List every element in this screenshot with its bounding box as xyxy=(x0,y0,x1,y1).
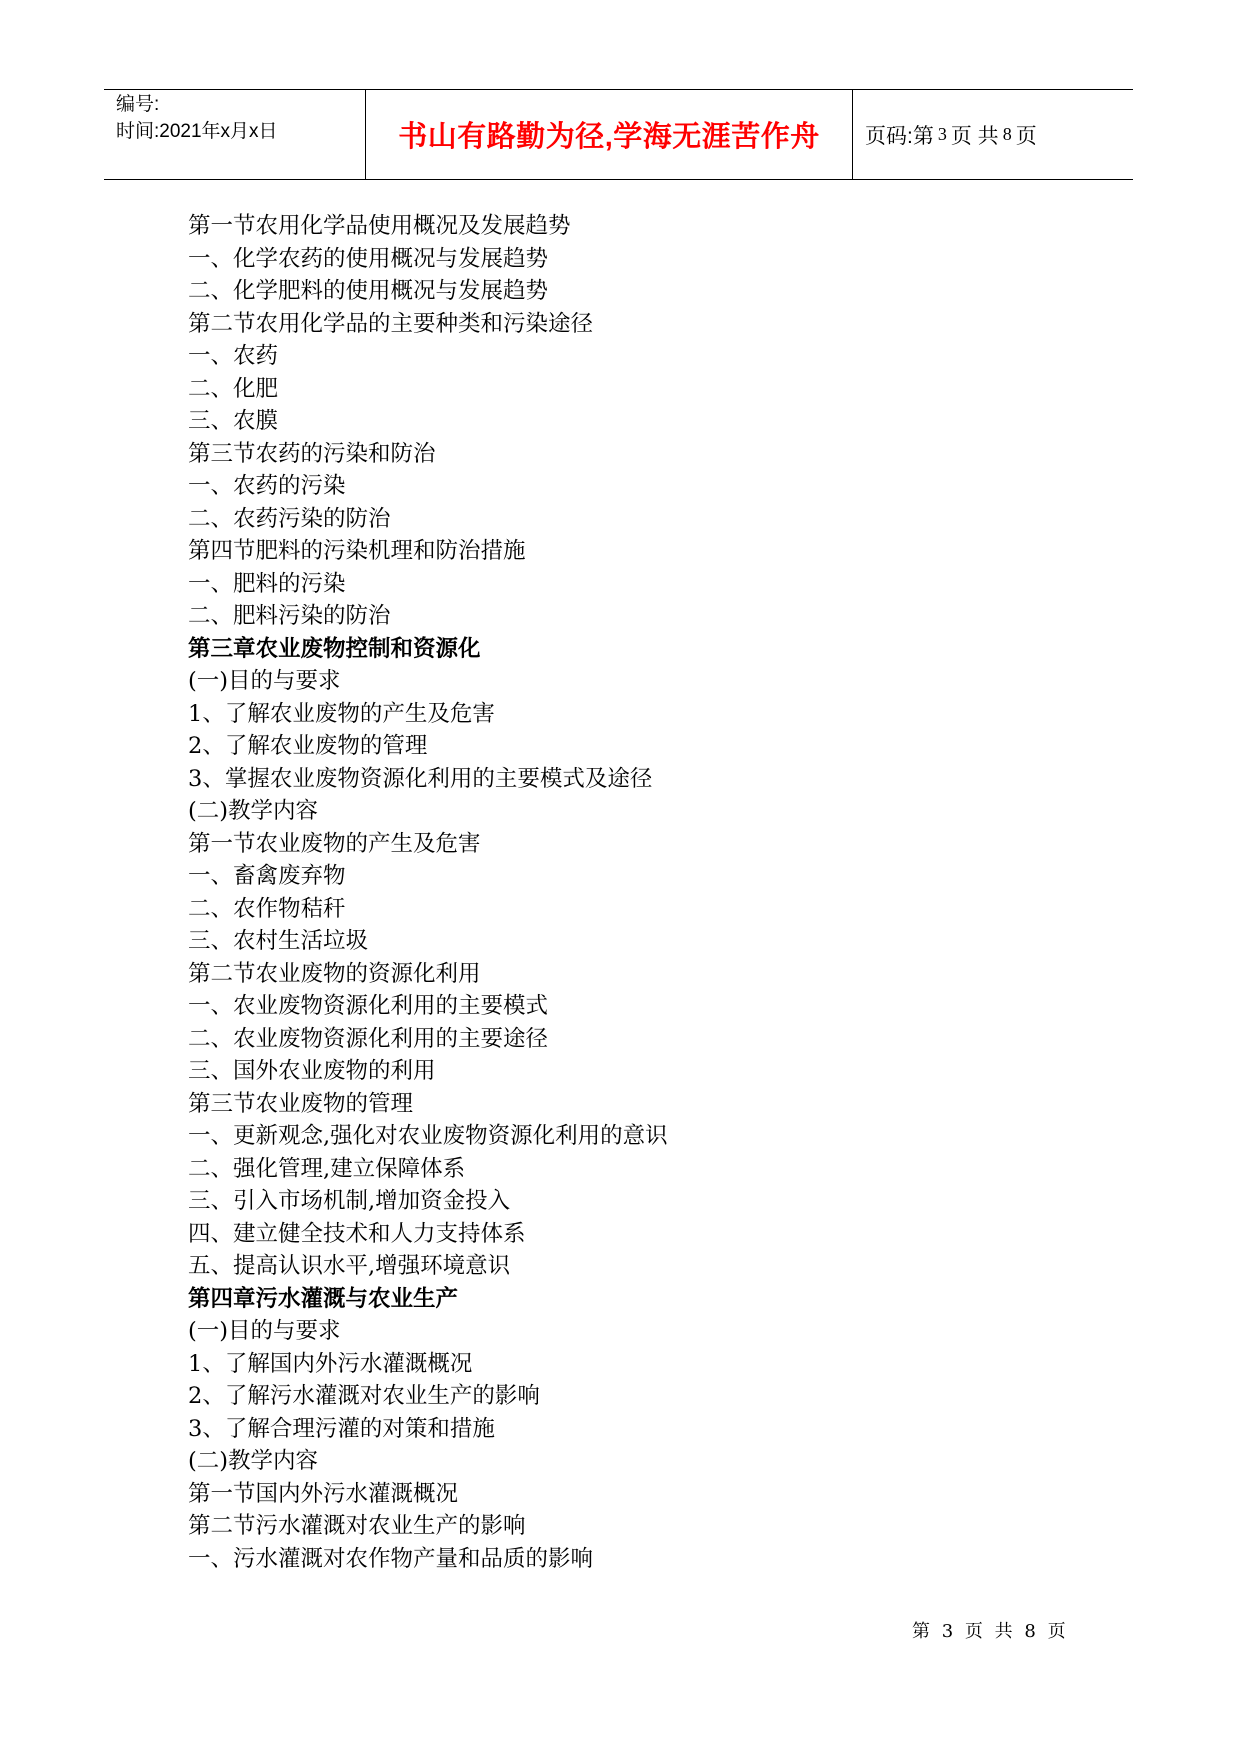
outline-line: 三、农村生活垃圾 xyxy=(188,928,369,954)
chapter-heading: 第三章农业废物控制和资源化 xyxy=(188,635,481,662)
footer-word-gong: 共 xyxy=(994,1621,1013,1642)
outline-line: 三、国外农业废物的利用 xyxy=(188,1058,436,1084)
outline-line: 2、了解农业废物的管理 xyxy=(188,733,428,759)
header-motto-cell xyxy=(366,90,853,179)
footer-word-di: 第 xyxy=(912,1621,930,1642)
outline-line: 三、引入市场机制,增加资金投入 xyxy=(188,1188,511,1214)
outline-line: 二、化学肥料的使用概况与发展趋势 xyxy=(188,278,549,304)
outline-line: 3、掌握农业废物资源化利用的主要模式及途径 xyxy=(188,765,653,792)
outline-line: 二、化肥 xyxy=(188,375,279,402)
outline-line: 1、了解农业废物的产生及危害 xyxy=(188,700,495,727)
outline-line: 1、了解国内外污水灌溉概况 xyxy=(188,1350,473,1377)
outline-line: 五、提高认识水平,增强环境意识 xyxy=(188,1253,511,1279)
outline-line: (二)教学内容 xyxy=(188,1448,319,1474)
page-total: 8 xyxy=(1002,124,1012,144)
outline-line: 一、肥料的污染 xyxy=(188,570,346,597)
footer-word-ye: 页 xyxy=(964,1621,983,1642)
motto-text: 书山有路勤为径,学海无涯苦作舟 xyxy=(398,121,820,153)
outline-line: 2、了解污水灌溉对农业生产的影响 xyxy=(188,1383,540,1409)
outline-line: 第三节农药的污染和防治 xyxy=(188,440,436,467)
page-mid: 页 共 xyxy=(950,124,999,148)
outline-line: 一、更新观念,强化对农业废物资源化利用的意识 xyxy=(188,1123,668,1149)
footer-word-ye-end: 页 xyxy=(1047,1621,1066,1642)
outline-line: 三、农膜 xyxy=(188,408,279,434)
outline-line: 一、污水灌溉对农作物产量和品质的影响 xyxy=(188,1545,594,1572)
header-page-cell xyxy=(853,90,1133,179)
outline-line: 四、建立健全技术和人力支持体系 xyxy=(188,1220,526,1247)
time-label: 时间:2021年x月x日 xyxy=(116,121,278,142)
outline-line: 二、农作物秸秆 xyxy=(188,895,346,922)
outline-line: 第一节农业废物的产生及危害 xyxy=(188,830,481,857)
serial-label: 编号: xyxy=(116,94,160,115)
outline-line: 一、农业废物资源化利用的主要模式 xyxy=(188,993,549,1019)
outline-line: 第四节肥料的污染机理和防治措施 xyxy=(188,538,526,564)
outline-line: 第二节污水灌溉对农业生产的影响 xyxy=(188,1513,526,1539)
outline-line: 一、畜禽废弃物 xyxy=(188,863,346,889)
header-meta-cell xyxy=(104,90,366,179)
outline-line: 第二节农用化学品的主要种类和污染途径 xyxy=(188,310,594,337)
page-prefix: 页码:第 xyxy=(865,124,934,148)
outline-line: 一、农药 xyxy=(188,343,279,369)
footer-total-pages: 8 xyxy=(1024,1621,1036,1642)
page-footer xyxy=(912,1617,1072,1643)
outline-line: 一、化学农药的使用概况与发展趋势 xyxy=(188,245,549,272)
document-body xyxy=(188,210,1088,1575)
outline-line: 二、强化管理,建立保障体系 xyxy=(188,1155,466,1182)
outline-line: 一、农药的污染 xyxy=(188,473,346,499)
chapter-heading: 第四章污水灌溉与农业生产 xyxy=(188,1285,459,1312)
footer-current-page: 3 xyxy=(941,1621,954,1642)
outline-line: 第一节农用化学品使用概况及发展趋势 xyxy=(188,213,571,239)
page-header xyxy=(104,89,1133,180)
outline-line: 二、肥料污染的防治 xyxy=(188,603,391,629)
outline-line: 第三节农业废物的管理 xyxy=(188,1090,414,1117)
outline-line: (二)教学内容 xyxy=(188,798,319,824)
outline-line: 二、农业废物资源化利用的主要途径 xyxy=(188,1025,549,1052)
page-current: 3 xyxy=(937,124,947,144)
outline-line: 二、农药污染的防治 xyxy=(188,505,391,532)
outline-line: 3、了解合理污灌的对策和措施 xyxy=(188,1415,495,1442)
outline-line: (一)目的与要求 xyxy=(188,668,341,694)
page-suffix: 页 xyxy=(1015,124,1037,148)
outline-line: 第一节国内外污水灌溉概况 xyxy=(188,1480,459,1507)
outline-line: (一)目的与要求 xyxy=(188,1318,341,1344)
outline-line: 第二节农业废物的资源化利用 xyxy=(188,960,481,987)
